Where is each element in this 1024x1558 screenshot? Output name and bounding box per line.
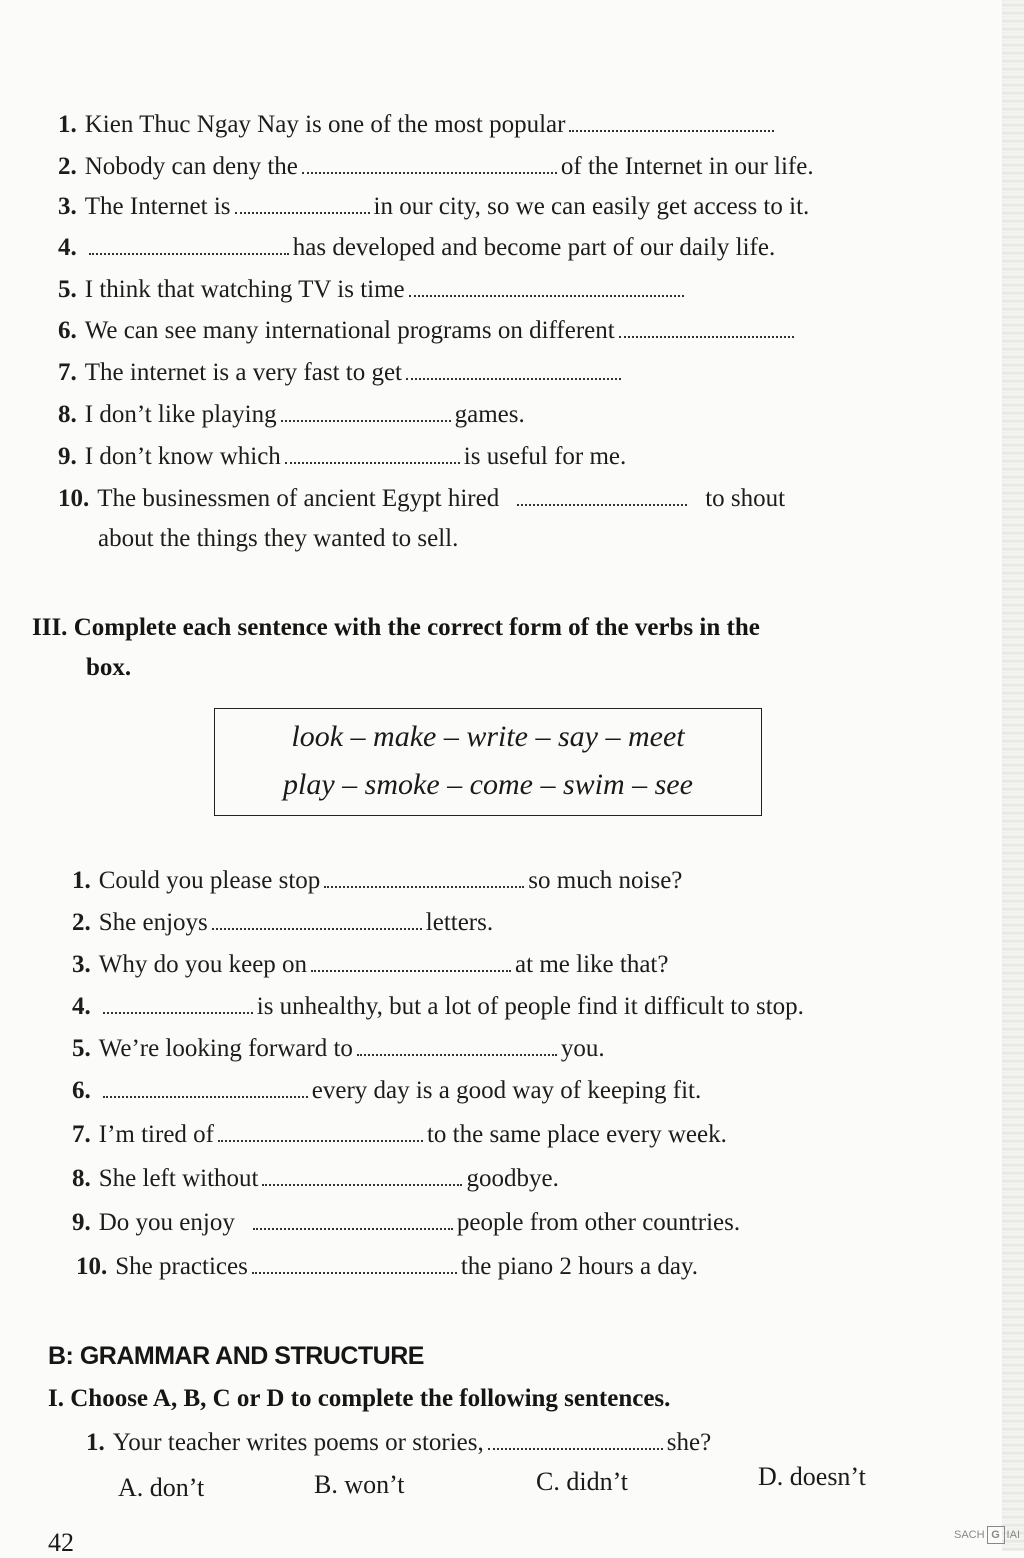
item-text: We’re looking forward to — [98, 1035, 353, 1062]
item-text-after: to shout — [705, 485, 786, 512]
answer-blank[interactable] — [409, 277, 684, 297]
option-a[interactable]: A. don’t — [118, 1473, 205, 1502]
item-text-after: the piano 2 hours a day. — [460, 1253, 699, 1280]
page-number: 42 — [48, 1528, 74, 1557]
question-text: Your teacher writes poems or stories, — [112, 1429, 484, 1456]
option-b[interactable]: B. won’t — [314, 1470, 405, 1499]
answer-blank[interactable] — [103, 994, 253, 1014]
answer-blank[interactable] — [89, 235, 289, 255]
logo-text-left: SACH — [953, 1529, 985, 1541]
verb-item-3: 3. Why do you keep on at me like that? — [72, 951, 669, 978]
answer-blank[interactable] — [212, 910, 422, 930]
answer-blank[interactable] — [253, 1210, 453, 1230]
exercise-item-6: 6. We can see many international programs on different — [58, 316, 798, 346]
section-b-subheading — [48, 1383, 670, 1415]
answer-blank[interactable] — [285, 444, 460, 464]
item-text-after: letters. — [425, 909, 494, 936]
answer-blank[interactable] — [281, 402, 451, 422]
answer-blank[interactable] — [218, 1122, 423, 1142]
verb-item-1: 1. Could you please stop so much noise? — [72, 867, 683, 894]
item-text-after: of the Internet in our life. — [560, 153, 814, 180]
verb-box — [214, 708, 762, 816]
item-text: Could you please stop — [98, 867, 321, 894]
item-text-after: games. — [454, 401, 525, 428]
section-heading — [32, 612, 760, 644]
item-text-after: in our city, so we can easily get access to it. — [373, 193, 810, 220]
logo-text-right: IAI — [1006, 1529, 1020, 1541]
exercise-item-10-continuation: about the things they wanted to sell. — [98, 525, 459, 552]
item-text-after: to the same place every week. — [426, 1121, 727, 1148]
verb-item-6: 6. every day is a good way of keeping fit. — [72, 1077, 702, 1104]
answer-blank[interactable] — [262, 1166, 462, 1186]
item-text: I don’t know which — [84, 443, 281, 470]
subsection-instruction: Choose A, B, C or D to complete the following sentences. — [70, 1385, 671, 1412]
item-text: We can see many international programs on different — [84, 317, 615, 344]
item-text: Kien Thuc Ngay Nay is one of the most popular — [84, 111, 566, 138]
section-instruction: Complete each sentence with the correct form of the verbs in the — [73, 614, 760, 641]
item-text: The Internet is — [84, 193, 231, 220]
publisher-logo — [954, 1526, 1020, 1544]
answer-blank[interactable] — [517, 486, 687, 506]
exercise-item-8: 8. I don’t like playing games. — [58, 401, 525, 428]
section-label: III. — [32, 614, 68, 641]
subsection-label: I. — [48, 1385, 64, 1412]
option-c[interactable]: C. didn’t — [536, 1467, 628, 1496]
verb-item-8: 8. She left without goodbye. — [72, 1165, 559, 1192]
item-text-after: at me like that? — [515, 951, 669, 978]
verb-item-2: 2. She enjoys letters. — [72, 909, 494, 936]
exercise-item-3: 3. The Internet is in our city, so we can easily get access to it. — [58, 193, 810, 220]
item-text-after: is useful for me. — [463, 443, 627, 470]
item-text-after: every day is a good way of keeping fit. — [311, 1077, 702, 1104]
answer-blank[interactable] — [252, 1254, 457, 1274]
item-text: The internet is a very fast to get — [84, 359, 402, 386]
item-text: Nobody can deny the — [84, 153, 298, 180]
verb-item-4: 4. is unhealthy, but a lot of people find it difficult to stop. — [72, 993, 804, 1020]
scan-edge — [1002, 0, 1024, 1551]
answer-blank[interactable] — [302, 154, 557, 174]
section-b-title: B: GRAMMAR AND STRUCTURE — [48, 1342, 424, 1370]
answer-blank[interactable] — [406, 360, 621, 380]
verb-box-row-1: look – make – write – say – meet — [291, 720, 685, 753]
verb-box-row-2: play – smoke – come – swim – see — [283, 768, 693, 801]
item-text-after: people from other countries. — [456, 1209, 741, 1236]
item-text: Why do you keep on — [98, 951, 308, 978]
exercise-item-9: 9. I don’t know which is useful for me. — [58, 443, 627, 470]
answer-blank[interactable] — [569, 112, 774, 132]
answer-blank[interactable] — [357, 1036, 557, 1056]
answer-blank[interactable] — [311, 952, 511, 972]
item-text: I think that watching TV is time — [84, 276, 405, 303]
question-text-after: she? — [666, 1429, 712, 1456]
answer-blank[interactable] — [488, 1430, 663, 1450]
item-text: The businessmen of ancient Egypt hired — [97, 485, 500, 512]
item-text-after: you. — [560, 1035, 605, 1062]
item-text-after: is unhealthy, but a lot of people find it difficult to stop. — [256, 993, 804, 1020]
item-text: I’m tired of — [98, 1121, 214, 1148]
item-text: She left without — [98, 1165, 259, 1192]
verb-item-10: 10. She practices the piano 2 hours a day. — [76, 1253, 699, 1280]
exercise-item-1: 1. Kien Thuc Ngay Nay is one of the most popular — [58, 110, 778, 140]
item-text-after: has developed and become part of our daily life. — [292, 234, 776, 261]
exercise-item-7: 7. The internet is a very fast to get — [58, 358, 625, 388]
verb-item-5: 5. We’re looking forward to you. — [72, 1035, 605, 1062]
item-text: She enjoys — [98, 909, 208, 936]
item-text: I don’t like playing — [84, 401, 277, 428]
answer-blank[interactable] — [103, 1078, 308, 1098]
mc-question-1: 1. Your teacher writes poems or stories, she? — [86, 1429, 712, 1456]
exercise-item-5: 5. I think that watching TV is time — [58, 275, 688, 305]
logo-mark-icon: G — [987, 1526, 1005, 1544]
item-text: Do you enjoy — [98, 1209, 235, 1236]
exercise-item-4: 4. has developed and become part of our daily life. — [58, 234, 776, 261]
exercise-item-2: 2. Nobody can deny the of the Internet in our life. — [58, 153, 814, 180]
exercise-item-10: 10. The businessmen of ancient Egypt hired to shout — [58, 485, 786, 512]
answer-blank[interactable] — [324, 868, 524, 888]
verb-item-9: 9. Do you enjoy people from other countries. — [72, 1209, 741, 1236]
verb-item-7: 7. I’m tired of to the same place every week. — [72, 1121, 727, 1148]
item-text: She practices — [115, 1253, 248, 1280]
item-text-after: goodbye. — [466, 1165, 559, 1192]
answer-blank[interactable] — [235, 194, 370, 214]
option-d[interactable]: D. doesn’t — [758, 1462, 866, 1491]
answer-blank[interactable] — [619, 318, 794, 338]
item-text-after: so much noise? — [528, 867, 683, 894]
section-heading-continuation: box. — [86, 654, 132, 681]
